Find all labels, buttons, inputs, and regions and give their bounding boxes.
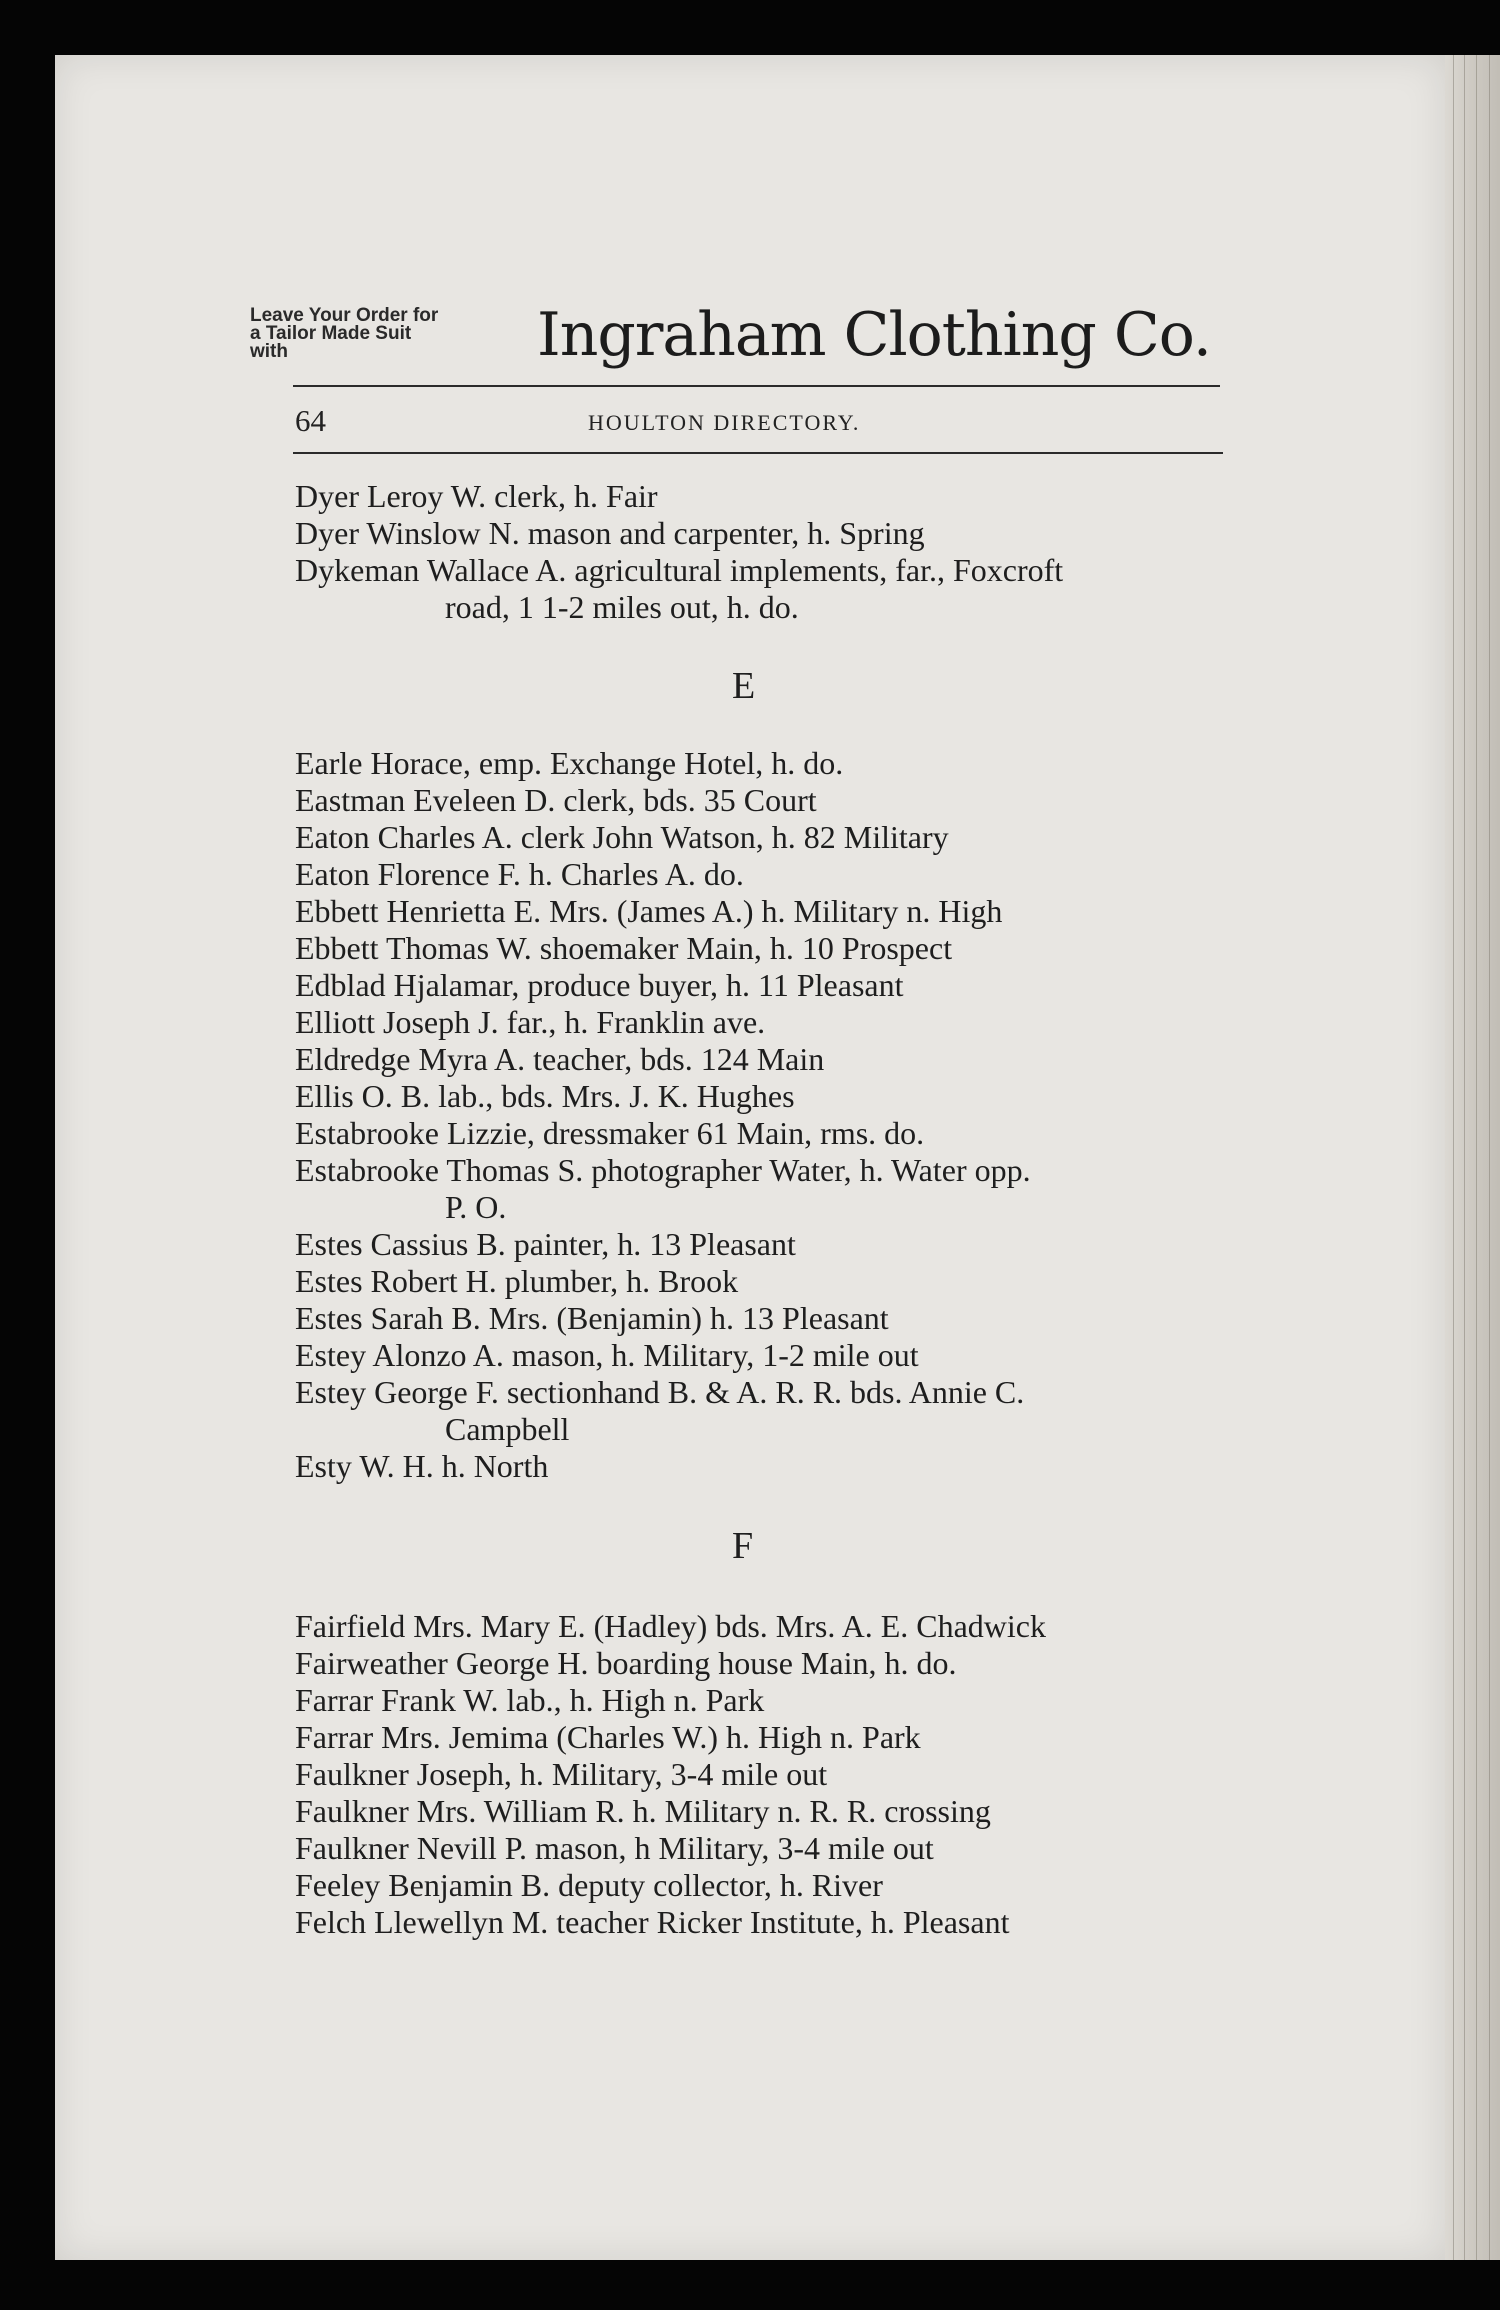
ad-tagline-line: with xyxy=(250,341,288,362)
directory-entry-continuation: Campbell xyxy=(445,1411,570,1447)
ad-tagline-line: Leave Your Order for xyxy=(250,305,439,326)
directory-entry: Fairweather George H. boarding house Main, h. do. xyxy=(295,1645,957,1681)
directory-entry: Estes Cassius B. painter, h. 13 Pleasant xyxy=(295,1226,796,1262)
directory-entry: Eaton Florence F. h. Charles A. do. xyxy=(295,856,744,892)
directory-entry: Dyer Leroy W. clerk, h. Fair xyxy=(295,478,658,514)
running-title: HOULTON DIRECTORY. xyxy=(588,410,861,435)
ad-tagline xyxy=(250,307,510,361)
directory-entry: Ebbett Thomas W. shoemaker Main, h. 10 Prospect xyxy=(295,930,953,966)
directory-entry: Faulkner Nevill P. mason, h Military, 3-4 mile out xyxy=(295,1830,934,1866)
directory-entry: Estey George F. sectionhand B. & A. R. R. bds. Annie C. xyxy=(295,1374,1025,1410)
directory-entry: Eldredge Myra A. teacher, bds. 124 Main xyxy=(295,1041,825,1077)
directory-entry: Eastman Eveleen D. clerk, bds. 35 Court xyxy=(295,782,817,818)
directory-entry: Dyer Winslow N. mason and carpenter, h. Spring xyxy=(295,515,925,551)
directory-entry: Ebbett Henrietta E. Mrs. (James A.) h. Military n. High xyxy=(295,893,1003,929)
page-number: 64 xyxy=(295,403,326,438)
directory-entry: Esty W. H. h. North xyxy=(295,1448,549,1484)
section-letter-f: F xyxy=(732,1525,754,1567)
page-edge xyxy=(1445,55,1500,2260)
directory-entry: Estabrooke Thomas S. photographer Water, h. Water opp. xyxy=(295,1152,1031,1188)
directory-entry: Elliott Joseph J. far., h. Franklin ave. xyxy=(295,1004,766,1040)
directory-entry: Faulkner Mrs. William R. h. Military n. R. R. crossing xyxy=(295,1793,991,1829)
ad-tagline-line: a Tailor Made Suit xyxy=(250,323,412,344)
directory-entry: Eaton Charles A. clerk John Watson, h. 82 Military xyxy=(295,819,949,855)
advertisement-header xyxy=(240,240,1220,380)
directory-entry: Estes Sarah B. Mrs. (Benjamin) h. 13 Pleasant xyxy=(295,1300,889,1336)
directory-entry-continuation: road, 1 1-2 miles out, h. do. xyxy=(445,589,799,625)
directory-entry: Estabrooke Lizzie, dressmaker 61 Main, rms. do. xyxy=(295,1115,925,1151)
directory-entry: Dykeman Wallace A. agricultural implements, far., Foxcroft xyxy=(295,552,1064,588)
directory-entry-continuation: P. O. xyxy=(445,1189,507,1225)
directory-entry: Farrar Mrs. Jemima (Charles W.) h. High n. Park xyxy=(295,1719,921,1755)
header-rule-bottom xyxy=(293,452,1223,454)
directory-entry: Earle Horace, emp. Exchange Hotel, h. do. xyxy=(295,745,844,781)
directory-entry: Farrar Frank W. lab., h. High n. Park xyxy=(295,1682,765,1718)
directory-entry: Ellis O. B. lab., bds. Mrs. J. K. Hughes xyxy=(295,1078,795,1114)
directory-entry: Faulkner Joseph, h. Military, 3-4 mile out xyxy=(295,1756,828,1792)
directory-entry: Estey Alonzo A. mason, h. Military, 1-2 mile out xyxy=(295,1337,919,1373)
directory-entry: Fairfield Mrs. Mary E. (Hadley) bds. Mrs. A. E. Chadwick xyxy=(295,1608,1046,1644)
directory-entry: Felch Llewellyn M. teacher Ricker Institute, h. Pleasant xyxy=(295,1904,1010,1940)
directory-entry: Estes Robert H. plumber, h. Brook xyxy=(295,1263,739,1299)
directory-entry: Feeley Benjamin B. deputy collector, h. River xyxy=(295,1867,883,1903)
ad-company-name: Ingraham Clothing Co. xyxy=(537,300,1211,370)
section-letter-e: E xyxy=(732,665,756,707)
directory-entry: Edblad Hjalamar, produce buyer, h. 11 Pleasant xyxy=(295,967,904,1003)
header-rule-top xyxy=(293,385,1220,387)
